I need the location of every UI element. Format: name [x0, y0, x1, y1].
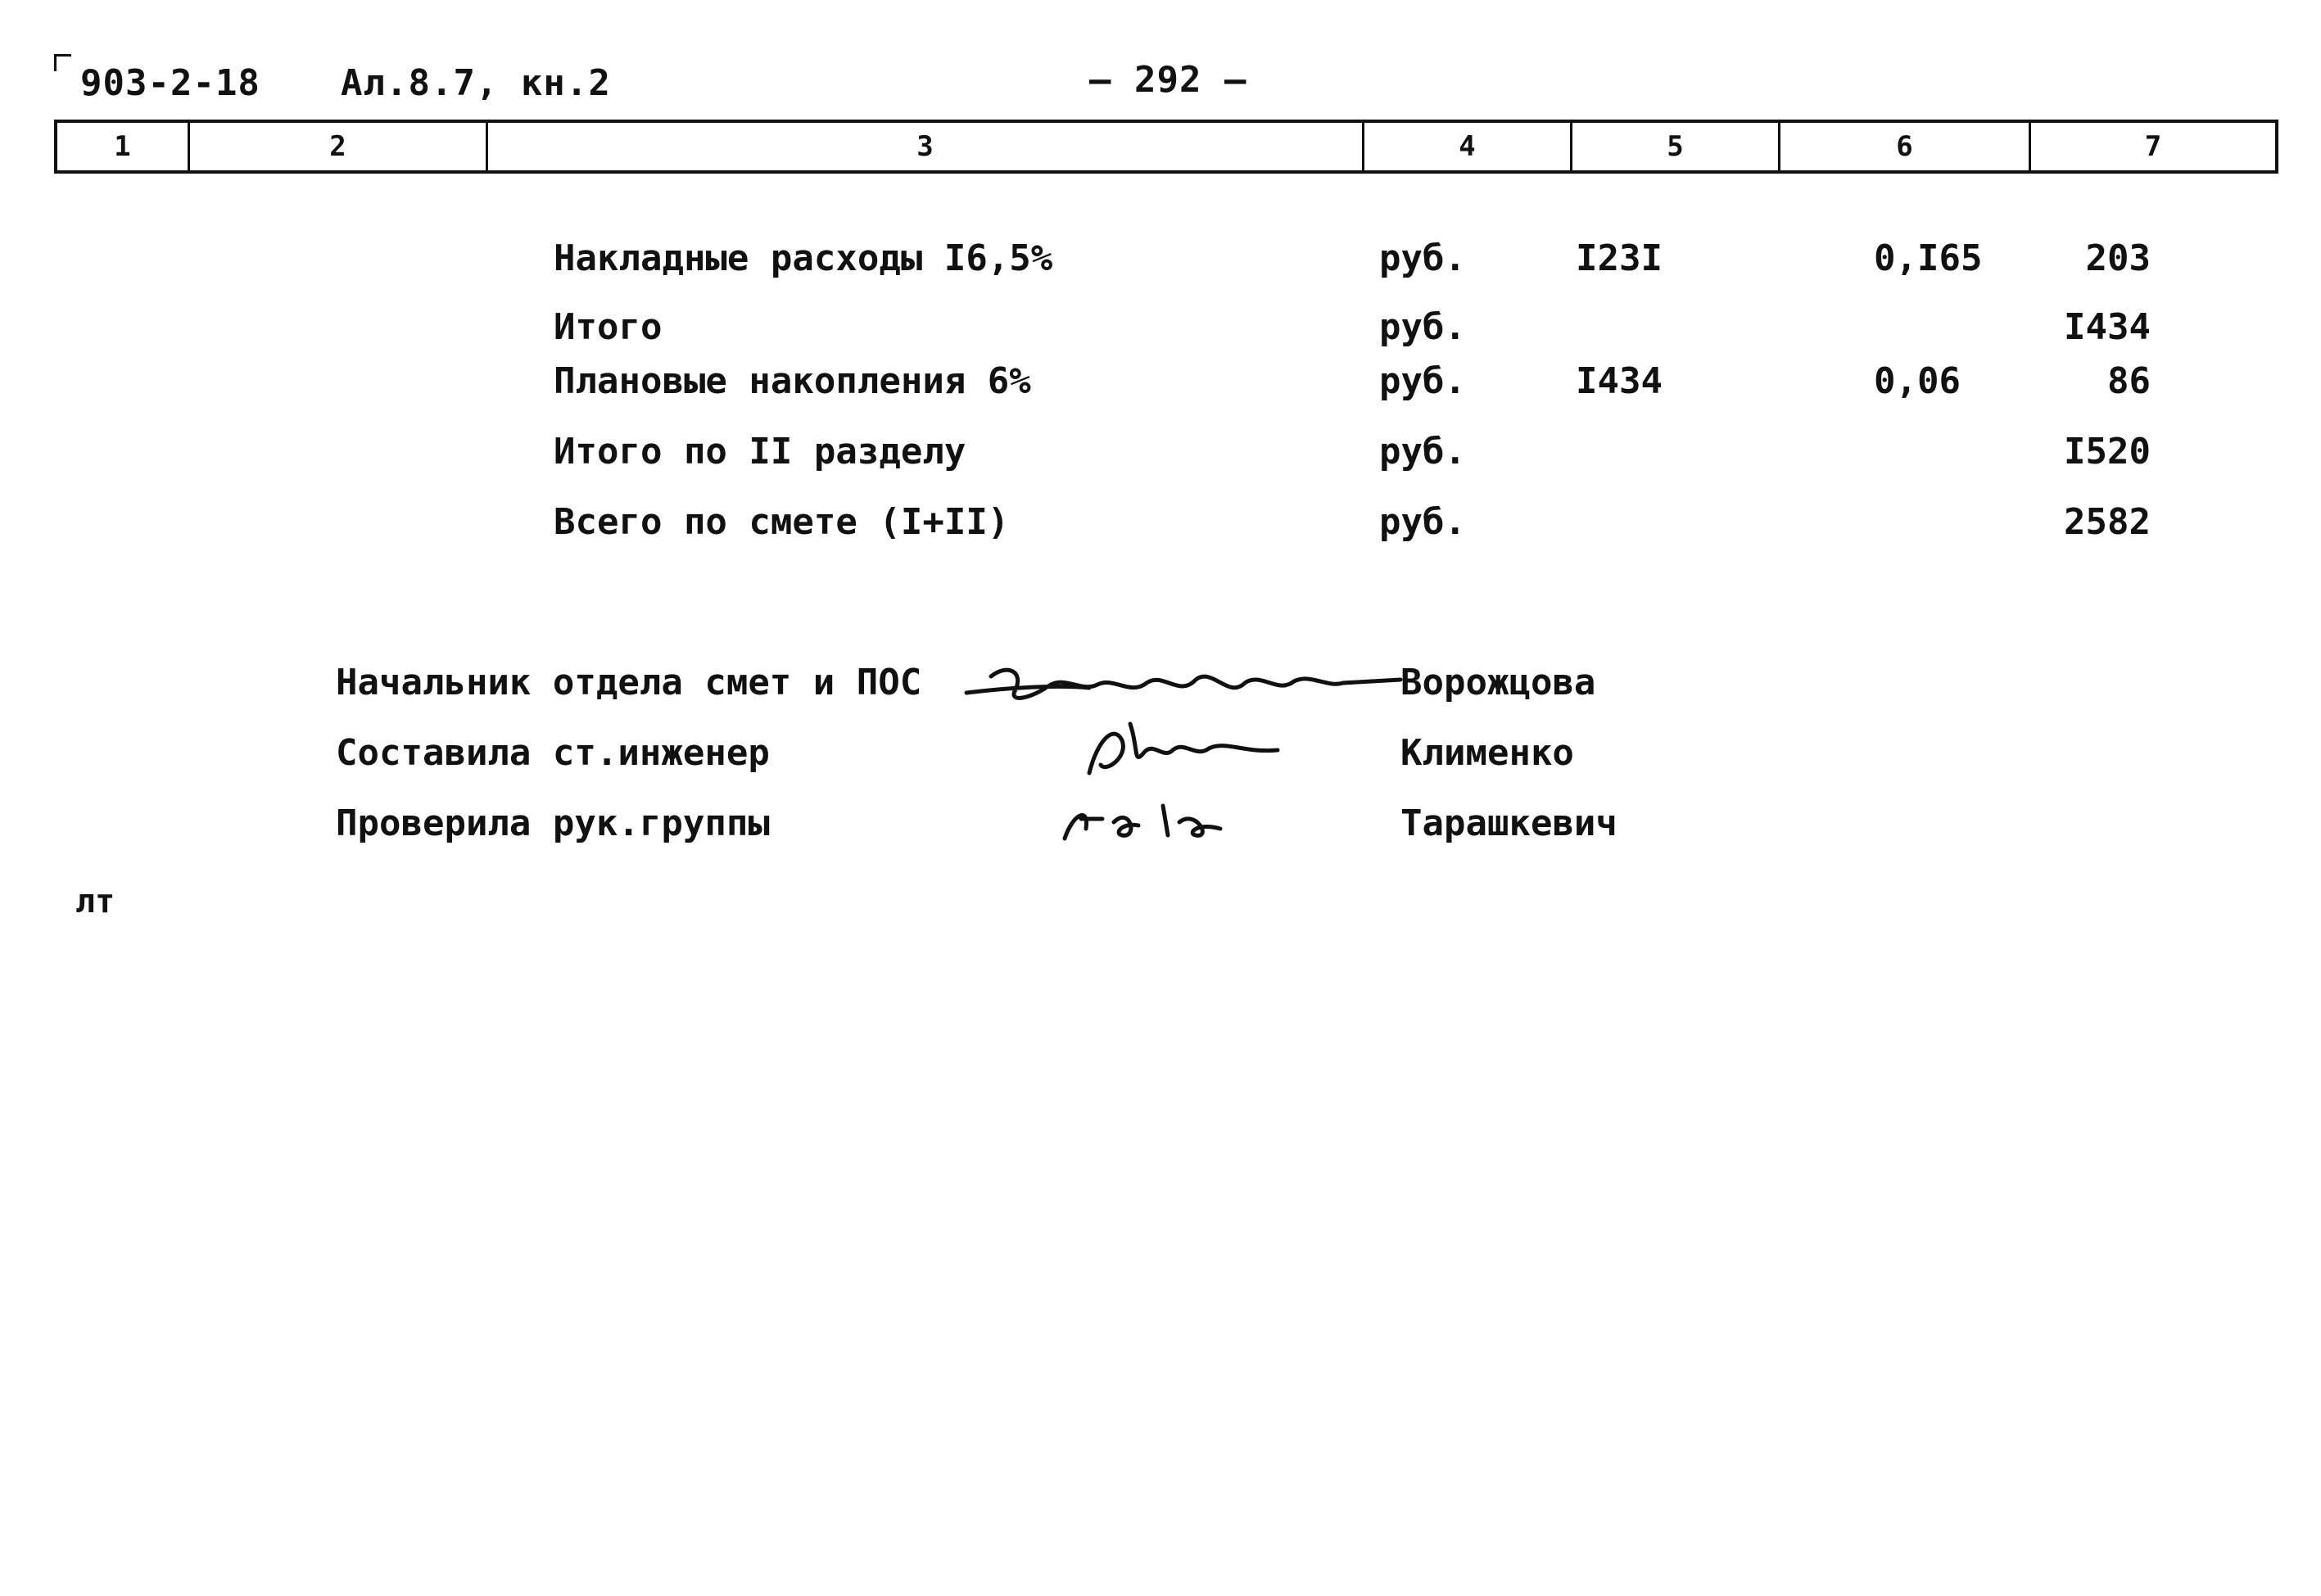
row-item-name: Итого [554, 306, 663, 348]
row-total: 86 [2107, 360, 2151, 402]
row-base-value: I23I [1576, 237, 1663, 279]
row-total: 2582 [2064, 501, 2151, 543]
row-unit: руб. [1379, 431, 1466, 472]
table-row [0, 431, 2151, 480]
column-header-5: 5 [1572, 123, 1780, 170]
table-row [0, 501, 2151, 550]
signature-role: Начальник отдела смет и ПОС [336, 662, 922, 703]
column-header-6: 6 [1780, 123, 2031, 170]
row-total: I434 [2064, 306, 2151, 348]
row-base-value: I434 [1576, 360, 1663, 402]
row-unit: руб. [1379, 360, 1466, 402]
page-number: — 292 — [1089, 59, 1247, 101]
row-unit: руб. [1379, 237, 1466, 279]
row-unit: руб. [1379, 501, 1466, 543]
column-header-row [54, 120, 2278, 174]
row-total: I520 [2064, 431, 2151, 472]
table-row [0, 237, 2151, 287]
signature-role: Проверила рук.группы [336, 803, 770, 844]
row-unit: руб. [1379, 306, 1466, 348]
row-item-name: Итого по II разделу [554, 431, 966, 472]
footer-note: лт [75, 883, 115, 920]
handwritten-signature [1056, 789, 1269, 855]
row-rate: 0,06 [1874, 360, 1961, 402]
row-item-name: Всего по смете (I+II) [554, 501, 1010, 543]
signature-name: Ворожцова [1400, 662, 1596, 703]
column-header-2: 2 [190, 123, 488, 170]
signature-role: Составила ст.инженер [336, 732, 770, 774]
row-total: 203 [2085, 237, 2151, 279]
corner-mark [54, 54, 71, 71]
handwritten-signature [1065, 708, 1310, 789]
column-header-1: 1 [57, 123, 190, 170]
table-row [0, 360, 2151, 409]
column-header-7: 7 [2144, 130, 2162, 163]
album-reference: Ал.8.7, кн.2 [341, 62, 611, 104]
column-header-3: 3 [488, 123, 1364, 170]
signature-name: Клименко [1400, 732, 1574, 774]
signature-name: Тарашкевич [1400, 803, 1617, 844]
column-header-4: 4 [1364, 123, 1572, 170]
row-rate: 0,I65 [1874, 237, 1983, 279]
row-item-name: Накладные расходы I6,5% [554, 237, 1053, 279]
table-row [0, 306, 2151, 355]
row-item-name: Плановые накопления 6% [554, 360, 1031, 402]
doc-code: 903-2-18 [80, 62, 260, 104]
